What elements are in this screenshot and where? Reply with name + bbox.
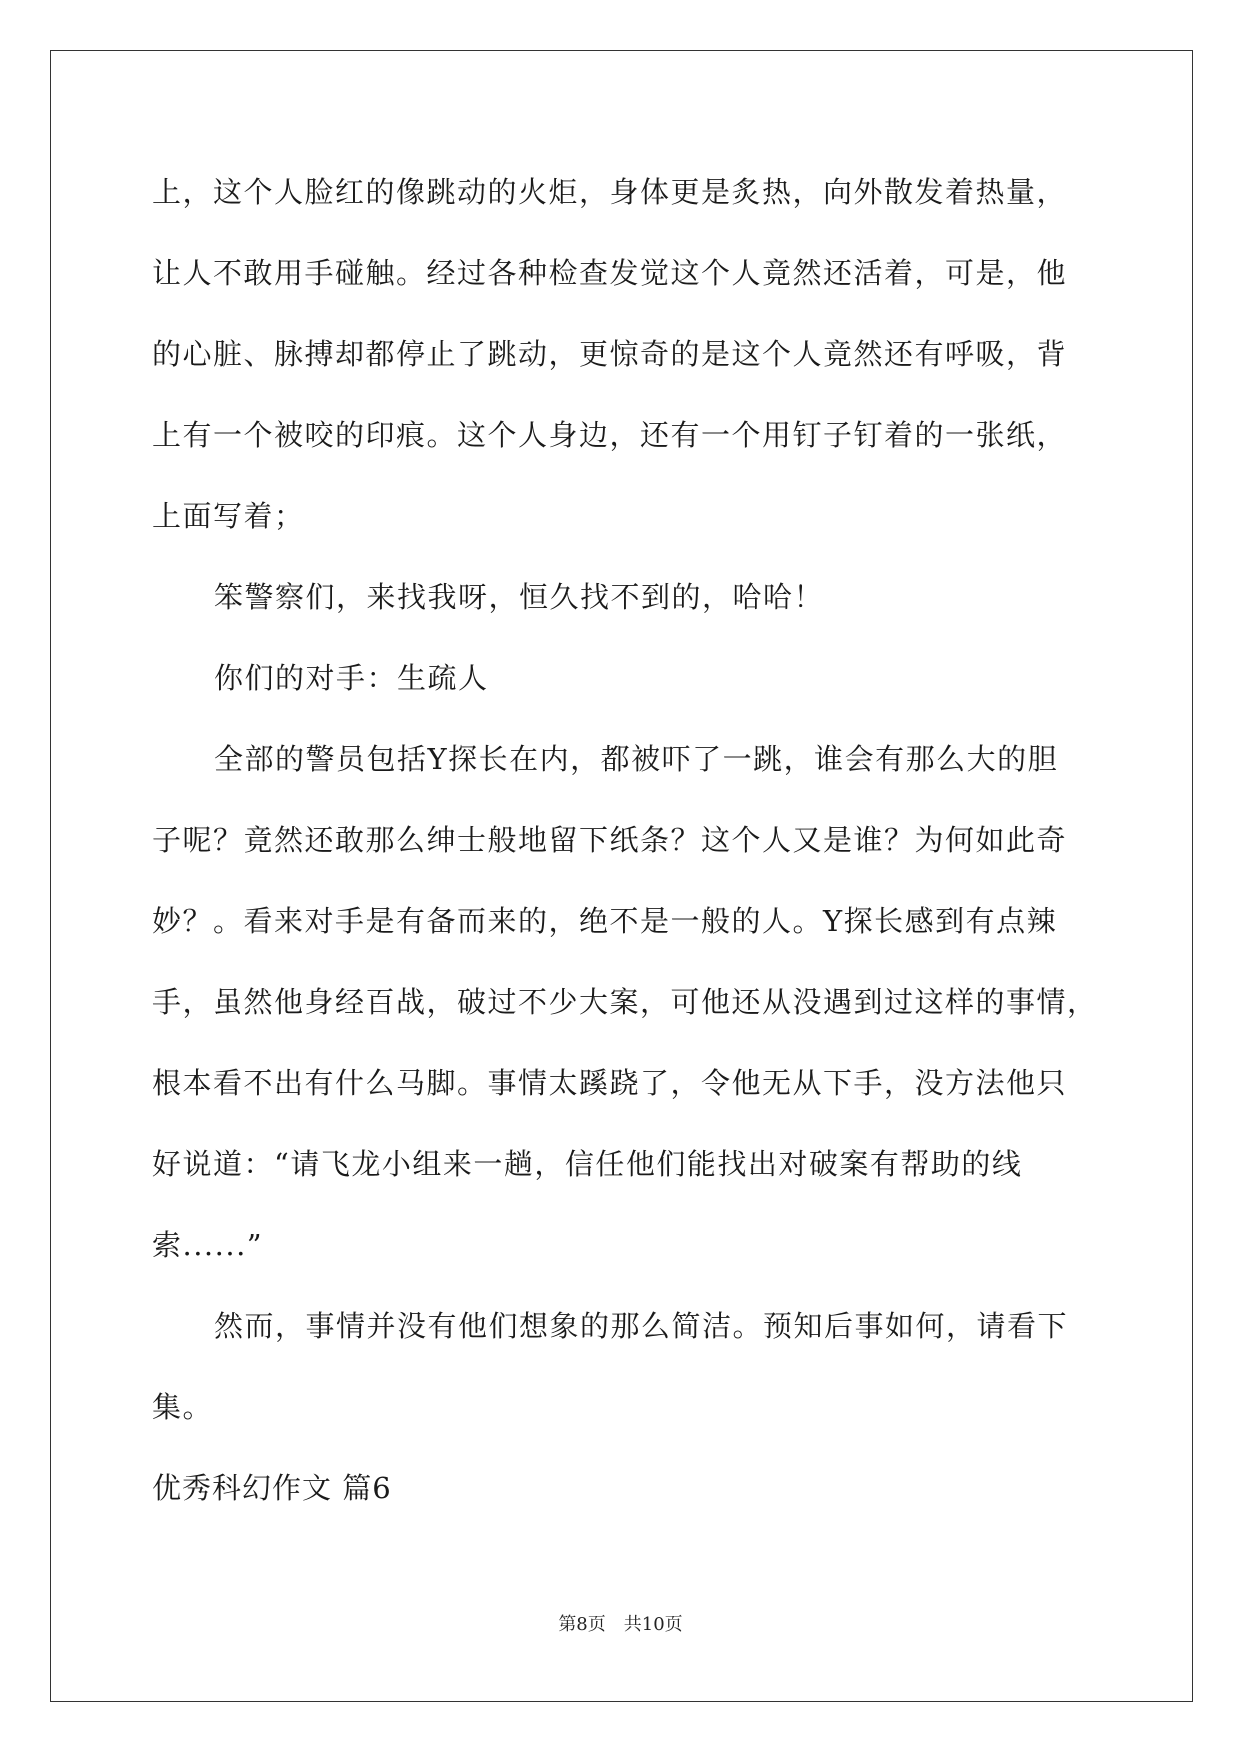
- paragraph-line: 根本看不出有什么马脚。事情太蹊跷了，令他无从下手，没方法他只: [152, 1066, 1068, 1100]
- section-heading: 优秀科幻作文 篇6: [152, 1471, 392, 1505]
- page-number-footer: 第8页 共10页: [558, 1614, 683, 1635]
- paragraph-line: 集。: [152, 1390, 214, 1424]
- paragraph-line: 你们的对手：生疏人: [214, 661, 489, 695]
- paragraph-line: 上有一个被咬的印痕。这个人身边，还有一个用钉子钉着的一张纸，: [152, 418, 1068, 452]
- paragraph-line: 子呢？竟然还敢那么绅士般地留下纸条？这个人又是谁？为何如此奇: [152, 823, 1068, 857]
- paragraph-line: 笨警察们，来找我呀，恒久找不到的，哈哈！: [214, 580, 825, 614]
- paragraph-line: 妙？。看来对手是有备而来的，绝不是一般的人。Y探长感到有点辣: [152, 904, 1058, 938]
- paragraph-line: 索......”: [152, 1228, 264, 1262]
- paragraph-line: 全部的警员包括Y探长在内，都被吓了一跳，谁会有那么大的胆: [214, 742, 1059, 776]
- page-border: [50, 50, 1193, 1702]
- paragraph-line: 让人不敢用手碰触。经过各种检查发觉这个人竟然还活着，可是，他: [152, 256, 1068, 290]
- paragraph-line: 手，虽然他身经百战，破过不少大案，可他还从没遇到过这样的事情，: [152, 985, 1098, 1019]
- paragraph-line: 好说道：“请飞龙小组来一趟，信任他们能找出对破案有帮助的线: [152, 1147, 1023, 1181]
- paragraph-line: 然而，事情并没有他们想象的那么简洁。预知后事如何，请看下: [214, 1309, 1069, 1343]
- paragraph-line: 上面写着；: [152, 499, 305, 533]
- paragraph-line: 的心脏、脉搏却都停止了跳动，更惊奇的是这个人竟然还有呼吸，背: [152, 337, 1068, 371]
- paragraph-line: 上，这个人脸红的像跳动的火炬，身体更是炙热，向外散发着热量，: [152, 175, 1068, 209]
